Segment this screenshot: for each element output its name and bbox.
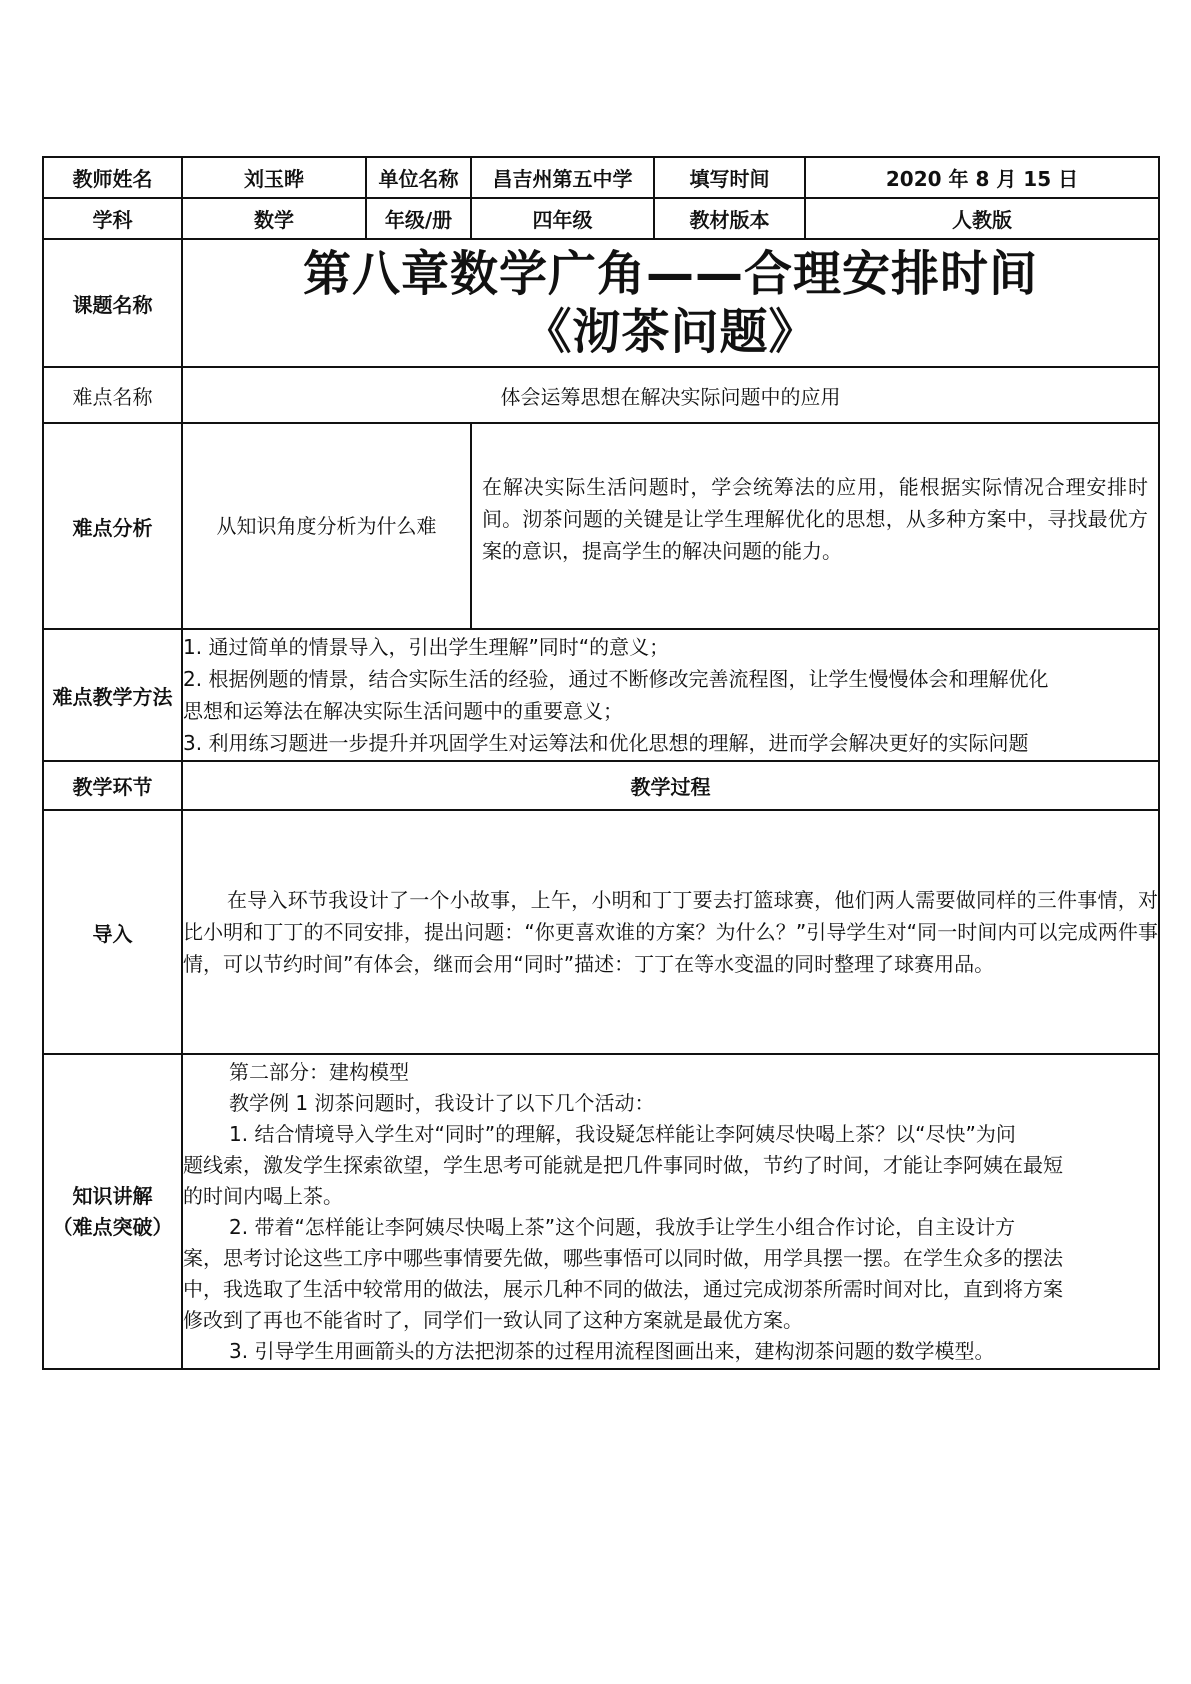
knowledge-label-line2: （难点突破） bbox=[52, 1214, 173, 1239]
teacher-label: 教师姓名 bbox=[43, 157, 182, 198]
methods-label: 难点教学方法 bbox=[43, 629, 182, 761]
unit-value: 昌吉州第五中学 bbox=[471, 157, 654, 198]
methods-line-3: 思想和运筹法在解决实际生活问题中的重要意义； bbox=[183, 699, 623, 723]
knowledge-cell bbox=[182, 1054, 1159, 1369]
edition-label: 教材版本 bbox=[654, 198, 805, 239]
analysis-sub-label: 从知识角度分析为什么难 bbox=[182, 423, 471, 629]
analysis-text: 在解决实际生活问题时，学会统筹法的应用，能根据实际情况合理安排时间。沏茶问题的关键是让学生理解优化的思想，从多种方案中，寻找最优方案的意识，提高学生的解决问题的能力。 bbox=[471, 423, 1159, 629]
topic-title-line2: 《沏茶问题》 bbox=[523, 304, 818, 360]
methods-line-4: 3. 利用练习题进一步提升并巩固学生对运筹法和优化思想的理解，进而学会解决更好的实际问题 bbox=[183, 731, 1029, 755]
edition-value: 人教版 bbox=[805, 198, 1159, 239]
knowledge-label-line1: 知识讲解 bbox=[72, 1183, 153, 1208]
date-value: 2020 年 8 月 15 日 bbox=[805, 157, 1159, 198]
knowledge-line-5: 的时间内喝上茶。 bbox=[183, 1184, 343, 1208]
knowledge-label bbox=[43, 1054, 182, 1369]
topic-row bbox=[43, 239, 1159, 367]
header-row-2 bbox=[43, 198, 1159, 239]
analysis-row bbox=[43, 423, 1159, 629]
process-header-row bbox=[43, 761, 1159, 810]
knowledge-line-7: 案，思考讨论这些工序中哪些事情要先做，哪些事悟可以同时做，用学具摆一摆。在学生众多的摆法 bbox=[183, 1246, 1063, 1270]
subject-value: 数学 bbox=[182, 198, 366, 239]
teacher-value: 刘玉晔 bbox=[182, 157, 366, 198]
intro-text: 在导入环节我设计了一个小故事，上午，小明和丁丁要去打篮球赛，他们两人需要做同样的三件事情，对比小明和丁丁的不同安排，提出问题：“你更喜欢谁的方案？为什么？”引导学生对“同一时间内可以完成两件事情，可以节约时间”有体会，继而会用“同时”描述：丁丁在等水变温的同时整理了球赛用品。 bbox=[183, 888, 1158, 976]
methods-line-1: 1. 通过简单的情景导入，引出学生理解”同时“的意义； bbox=[183, 635, 670, 659]
intro-label: 导入 bbox=[43, 810, 182, 1054]
intro-cell bbox=[182, 810, 1159, 1054]
knowledge-line-9: 修改到了再也不能省时了，同学们一致认同了这种方案就是最优方案。 bbox=[183, 1308, 803, 1332]
difficulty-label: 难点名称 bbox=[43, 367, 182, 423]
knowledge-line-1: 第二部分：建构模型 bbox=[229, 1060, 409, 1084]
process-value: 教学过程 bbox=[182, 761, 1159, 810]
methods-row bbox=[43, 629, 1159, 761]
lesson-plan-table bbox=[42, 156, 1160, 1370]
topic-label: 课题名称 bbox=[43, 239, 182, 367]
grade-label: 年级/册 bbox=[366, 198, 471, 239]
difficulty-row bbox=[43, 367, 1159, 423]
knowledge-line-8: 中，我选取了生活中较常用的做法，展示几种不同的做法，通过完成沏茶所需时间对比，直到将方案 bbox=[183, 1277, 1063, 1301]
topic-title-line1: 第八章数学广角——合理安排时间 bbox=[302, 246, 1038, 302]
unit-label: 单位名称 bbox=[366, 157, 471, 198]
analysis-label: 难点分析 bbox=[43, 423, 182, 629]
knowledge-row bbox=[43, 1054, 1159, 1369]
header-row-1 bbox=[43, 157, 1159, 198]
subject-label: 学科 bbox=[43, 198, 182, 239]
grade-value: 四年级 bbox=[471, 198, 654, 239]
knowledge-line-6: 2. 带着“怎样能让李阿姨尽快喝上茶”这个问题，我放手让学生小组合作讨论，自主设计方 bbox=[229, 1215, 1016, 1239]
knowledge-line-4: 题线索，激发学生探索欲望，学生思考可能就是把几件事同时做，节约了时间，才能让李阿姨在最短 bbox=[183, 1153, 1063, 1177]
methods-list bbox=[182, 629, 1159, 761]
topic-title bbox=[182, 239, 1159, 367]
process-label: 教学环节 bbox=[43, 761, 182, 810]
knowledge-line-2: 教学例 1 沏茶问题时，我设计了以下几个活动： bbox=[229, 1091, 655, 1115]
knowledge-line-10: 3. 引导学生用画箭头的方法把沏茶的过程用流程图画出来，建构沏茶问题的数学模型。 bbox=[229, 1339, 995, 1363]
date-label: 填写时间 bbox=[654, 157, 805, 198]
intro-row bbox=[43, 810, 1159, 1054]
difficulty-value: 体会运筹思想在解决实际问题中的应用 bbox=[182, 367, 1159, 423]
methods-line-2: 2. 根据例题的情景，结合实际生活的经验，通过不断修改完善流程图，让学生慢慢体会和理解优化 bbox=[183, 667, 1049, 691]
knowledge-line-3: 1. 结合情境导入学生对“同时”的理解，我设疑怎样能让李阿姨尽快喝上茶？以“尽快”为问 bbox=[229, 1122, 1016, 1146]
